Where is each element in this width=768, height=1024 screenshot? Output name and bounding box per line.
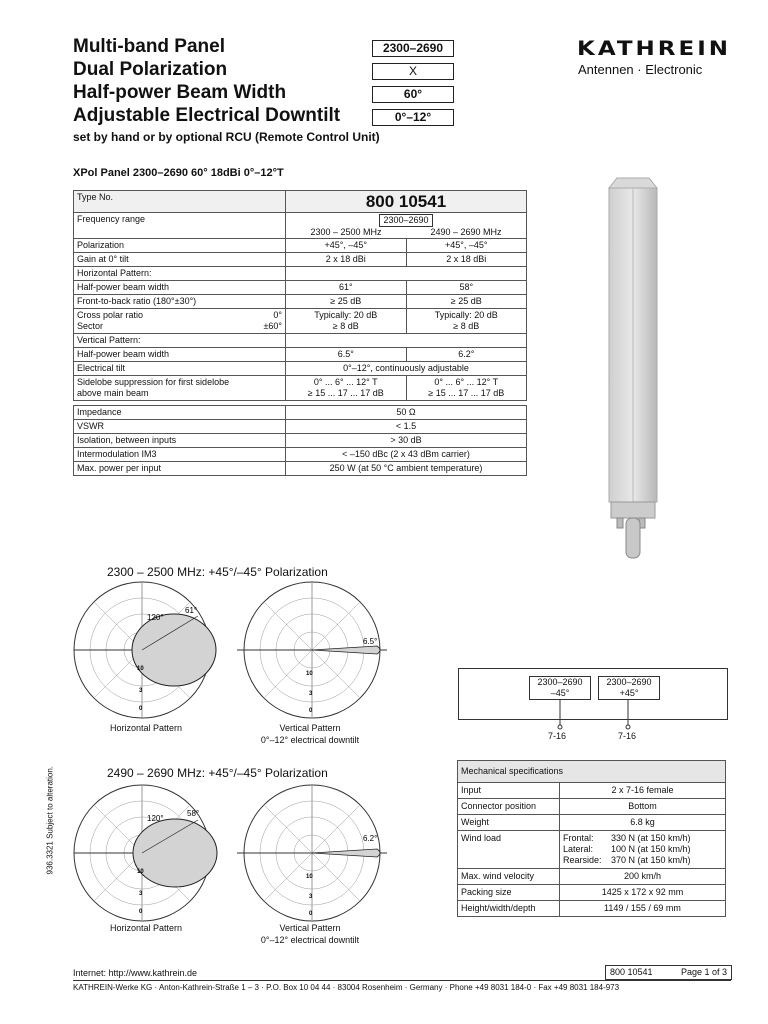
type-label: Type No. (74, 191, 286, 213)
footer-internet[interactable]: Internet: http://www.kathrein.de (73, 968, 198, 978)
electrical-spec-table (73, 190, 527, 476)
connector-lines (550, 700, 640, 730)
h-caption-1: Horizontal Pattern (109, 723, 183, 733)
connector-b-top: 2300–2690 (606, 677, 652, 687)
h-caption-2: Horizontal Pattern (109, 923, 183, 933)
h1-angle: 61° (185, 606, 198, 615)
spec-label: Electrical tilt (74, 362, 286, 376)
spec-value-b: +45°, –45° (406, 239, 527, 253)
spec-value-b: 6.2° (406, 348, 527, 362)
connector-a-label: 7-16 (548, 731, 567, 741)
wind-key: Rearside: (563, 855, 602, 865)
h2-angle: 58° (187, 809, 200, 818)
header-value-frequency: 2300–2690 (372, 40, 454, 57)
v1-t3: 3 (309, 691, 313, 697)
freq-a: 2300 – 2500 MHz (310, 227, 382, 237)
sidelobe-label-2: above main beam (77, 388, 149, 398)
product-title: XPol Panel 2300–2690 60° 18dBi 0°–12°T (73, 167, 284, 179)
spec-value: 250 W (at 50 °C ambient temperature) (286, 462, 527, 476)
mech-value: 6.8 kg (560, 815, 726, 831)
v2-t0: 0 (309, 911, 313, 917)
connector-b-label: 7-16 (618, 731, 637, 741)
spec-value-b: 2 x 18 dBi (406, 253, 527, 267)
wind-key: Lateral: (563, 844, 594, 854)
section-label-horizontal: Horizontal Pattern: (74, 267, 286, 281)
spec-value: > 30 dB (286, 434, 527, 448)
spec-label: Half-power beam width (74, 281, 286, 295)
mech-label: Connector position (458, 799, 560, 815)
mech-label: Height/width/depth (458, 901, 560, 917)
h2-t10: 10 (137, 869, 144, 875)
sector-label: Sector (77, 321, 104, 331)
spec-value: < –150 dBc (2 x 43 dBm carrier) (286, 448, 527, 462)
sidelobe-b2: ≥ 15 ... 17 ... 17 dB (428, 388, 505, 398)
page-id: 800 10541 (610, 967, 653, 977)
freq-label: Frequency range (74, 213, 286, 239)
header-value-polarization: X (372, 63, 454, 80)
freq-b: 2490 – 2690 MHz (430, 227, 502, 237)
footer-address: KATHREIN-Werke KG · Anton-Kathrein-Straße 1 – 3 · P.O. Box 10 04 44 · 83004 Rosenheim · Germany · Phone +49 8031 184-0 · Fax +49 8031 184-973 (73, 983, 620, 992)
tilt-value: 0°–12°, continuously adjustable (286, 362, 527, 376)
xpol-b2: ≥ 8 dB (453, 321, 480, 331)
vertical-pattern-plot-1 (237, 582, 387, 718)
spec-label: Gain at 0° tilt (74, 253, 286, 267)
xpol-a2: ≥ 8 dB (332, 321, 359, 331)
header-value-beamwidth: 60° (372, 86, 454, 103)
wind-value: 330 N (at 150 km/h) (611, 833, 691, 843)
spec-label: Max. power per input (74, 462, 286, 476)
mech-label: Weight (458, 815, 560, 831)
freq-box: 2300–2690 (379, 214, 432, 227)
h2-t3: 3 (139, 891, 143, 897)
polar-title-1: 2300 – 2500 MHz: +45°/–45° Polarization (107, 565, 328, 579)
brand-logo: KATHREIN (577, 37, 732, 61)
page-box (605, 965, 732, 980)
v1-t10: 10 (306, 671, 313, 677)
h1-ang120: 120° (147, 613, 164, 622)
v2-angle: 6.2° (363, 834, 378, 843)
mech-value: Bottom (560, 799, 726, 815)
spec-label: Front-to-back ratio (180°±30°) (74, 295, 286, 309)
v2-t3: 3 (309, 894, 313, 900)
header-line-1: Multi-band Panel (73, 36, 225, 57)
spec-label: Polarization (74, 239, 286, 253)
sidelobe-label-1: Sidelobe suppression for first sidelobe (77, 377, 230, 387)
header-subtitle: set by hand or by optional RCU (Remote Control Unit) (73, 130, 380, 144)
page-number: Page 1 of 3 (680, 967, 727, 977)
v1-angle: 6.5° (363, 637, 378, 646)
v-caption-1b: 0°–12° electrical downtilt (260, 735, 360, 745)
wind-value: 370 N (at 150 km/h) (611, 855, 691, 865)
spec-label: VSWR (74, 420, 286, 434)
h2-t0: 0 (139, 909, 143, 915)
connector-a-box (529, 676, 591, 700)
spec-value-b: ≥ 25 dB (406, 295, 527, 309)
side-note: 936.3321 Subject to alteration. (45, 765, 55, 875)
header-line-2: Dual Polarization (73, 59, 228, 80)
header-value-downtilt: 0°–12° (372, 109, 454, 126)
brand-tagline: Antennen · Electronic (578, 62, 703, 77)
connector-b-bot: +45° (619, 688, 639, 698)
spec-value: 50 Ω (286, 406, 527, 420)
h1-t3: 3 (139, 688, 143, 694)
polar-plots-2 (65, 783, 395, 923)
v2-t10: 10 (306, 874, 313, 880)
horizontal-pattern-plot-2 (74, 785, 217, 921)
connector-b-box (598, 676, 660, 700)
spec-value-a: 2 x 18 dBi (286, 253, 407, 267)
wind-value: 100 N (at 150 km/h) (611, 844, 691, 854)
spec-value-a: 61° (286, 281, 407, 295)
mech-label: Packing size (458, 885, 560, 901)
xpol-label: Cross polar ratio (77, 310, 144, 320)
mech-value: 200 km/h (560, 869, 726, 885)
type-number: 800 10541 (286, 191, 527, 213)
spec-label: Isolation, between inputs (74, 434, 286, 448)
polar-title-2: 2490 – 2690 MHz: +45°/–45° Polarization (107, 766, 328, 780)
mech-label: Input (458, 783, 560, 799)
v1-t0: 0 (309, 708, 313, 714)
v-caption-2b: 0°–12° electrical downtilt (260, 935, 360, 945)
spec-label: Half-power beam width (74, 348, 286, 362)
header-line-4: Adjustable Electrical Downtilt (73, 105, 341, 126)
section-label-vertical: Vertical Pattern: (74, 334, 286, 348)
mechanical-spec-table (457, 760, 726, 917)
spec-value-b: 58° (406, 281, 527, 295)
sector-angle: ±60° (263, 321, 282, 331)
sidelobe-b1: 0° ... 6° ... 12° T (434, 377, 499, 387)
v-caption-1a: Vertical Pattern (279, 723, 341, 733)
spec-value-a: +45°, –45° (286, 239, 407, 253)
spec-value-a: ≥ 25 dB (286, 295, 407, 309)
h2-ang120: 120° (147, 814, 164, 823)
mech-title: Mechanical specifications (458, 761, 726, 783)
spec-label: Impedance (74, 406, 286, 420)
h1-t10: 10 (137, 666, 144, 672)
spec-value: < 1.5 (286, 420, 527, 434)
xpol-a1: Typically: 20 dB (314, 310, 378, 320)
mech-label: Max. wind velocity (458, 869, 560, 885)
sidelobe-a2: ≥ 15 ... 17 ... 17 dB (307, 388, 384, 398)
footer-divider (73, 980, 731, 981)
sidelobe-a1: 0° ... 6° ... 12° T (313, 377, 378, 387)
polar-plots-1 (65, 580, 395, 720)
mech-value: 1149 / 155 / 69 mm (560, 901, 726, 917)
header-line-3: Half-power Beam Width (73, 82, 287, 103)
spec-label: Intermodulation IM3 (74, 448, 286, 462)
vertical-pattern-plot-2 (237, 785, 387, 921)
spec-value-a: 6.5° (286, 348, 407, 362)
v-caption-2a: Vertical Pattern (279, 923, 341, 933)
wind-key: Frontal: (563, 833, 594, 843)
horizontal-pattern-plot-1 (74, 582, 216, 718)
connector-a-top: 2300–2690 (537, 677, 583, 687)
connector-a-bot: –45° (550, 688, 570, 698)
mech-value: 1425 x 172 x 92 mm (560, 885, 726, 901)
mech-value: 2 x 7-16 female (560, 783, 726, 799)
h1-t0: 0 (139, 706, 143, 712)
xpol-angle: 0° (273, 310, 282, 320)
antenna-image (595, 172, 675, 572)
mech-label: Wind load (458, 831, 560, 869)
xpol-b1: Typically: 20 dB (434, 310, 498, 320)
